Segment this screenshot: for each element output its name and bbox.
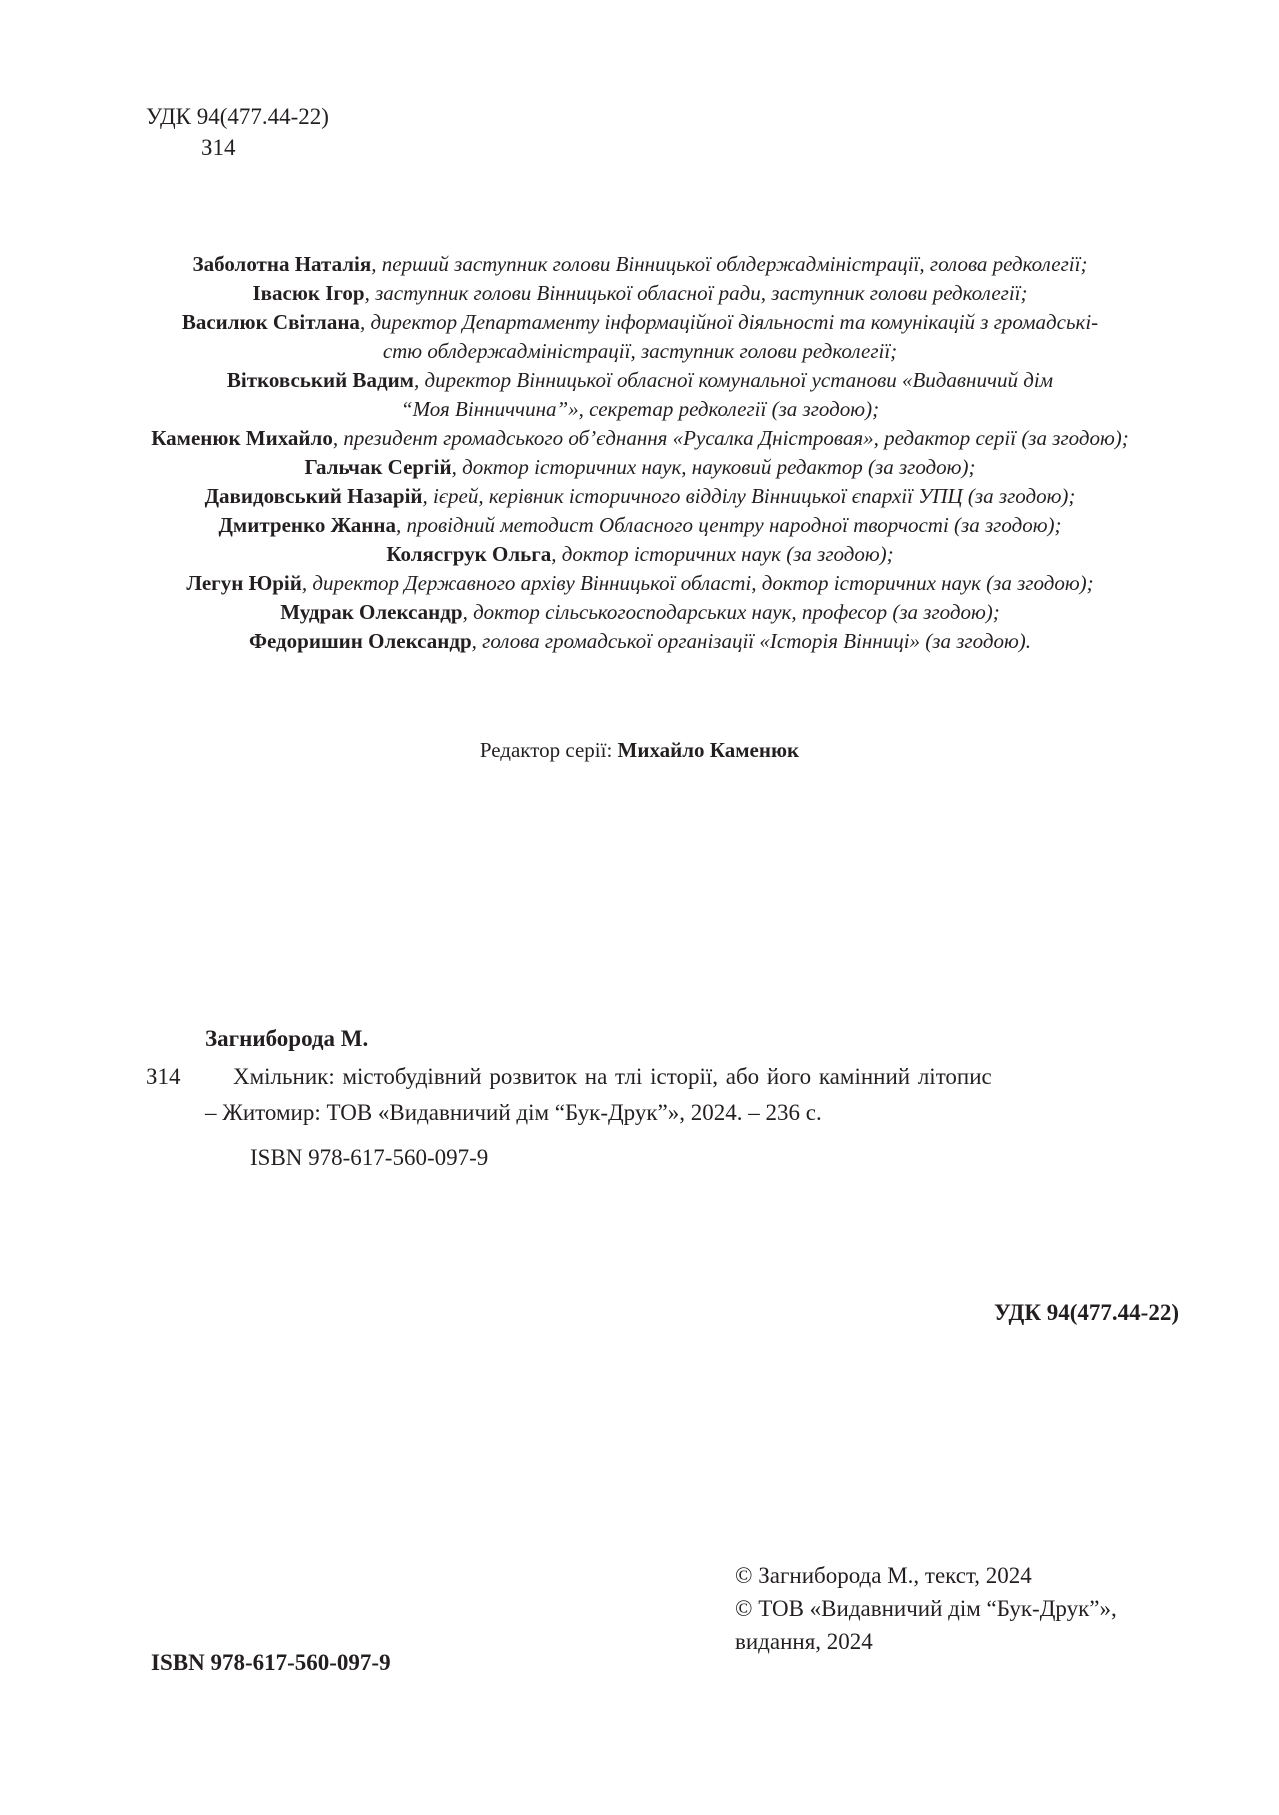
board-member-continuation [100,395,1180,424]
member-name: Колясгрук Ольга [386,542,552,566]
board-member [100,511,1180,540]
member-role: , президент громадського об’єднання «Русалка Дністровая», редактор серії (за згодою); [332,426,1129,450]
member-role: , заступник голови Вінницької обласної ради, заступник голови редколегії; [364,281,1028,305]
board-member [100,482,1180,511]
board-member [100,569,1180,598]
member-role: , доктор історичних наук, науковий редактор (за згодою); [451,455,976,479]
board-member [100,250,1180,279]
series-editor-name: Михайло Каменюк [617,738,800,762]
member-name: Федоришин Олександр [248,629,472,653]
board-member [100,598,1180,627]
bib-isbn: ISBN 978-617-560-097-9 [250,1145,489,1170]
udk-footer: УДК 94(477.44-22) [993,1300,1179,1325]
member-role: , перший заступник голови Вінницької облдержадміністрації, голова редколегії; [371,252,1088,276]
member-name: Вітковський Вадим [226,368,414,392]
member-name: Давидовський Назарій [204,484,423,508]
member-name: Заболотна Наталія [192,252,372,276]
member-name: Івасюк Ігор [252,281,365,305]
board-member [100,308,1180,337]
bib-author: Загниборода М. [205,1026,369,1051]
isbn-footer: ISBN 978-617-560-097-9 [151,1650,391,1675]
member-name: Мудрак Олександр [280,600,463,624]
copyright-block [735,1559,1117,1658]
board-member-continuation [100,337,1180,366]
bib-publisher-line: – Житомир: ТОВ «Видавничий дім “Бук-Друк”», 2024. – 236 с. [205,1100,822,1125]
member-name: Василюк Світлана [181,310,360,334]
series-editor-label: Редактор серії: [479,738,618,762]
bib-title-line: Хмільник: містобудівний розвиток на тлі історії, або його камінний літопис [233,1064,992,1089]
member-name: Каменюк Михайло [151,426,333,450]
board-member [100,627,1180,656]
member-role: , доктор сільськогосподарських наук, професор (за згодою); [462,600,1000,624]
member-role: , провідний методист Обласного центру народної творчості (за згодою); [396,513,1062,537]
board-member [100,453,1180,482]
member-name: Дмитренко Жанна [218,513,397,537]
board-member [100,366,1180,395]
editorial-board [100,250,1180,656]
bib-code: З14 [146,1064,181,1089]
member-name: Гальчак Сергій [304,455,452,479]
member-role: , голова громадської організації «Історія Вінниці» (за згодою). [471,629,1032,653]
member-role: , доктор історичних наук (за згодою); [551,542,894,566]
member-role: , директор Вінницької обласної комунальної установи «Видавничий дім [413,368,1054,392]
member-role: , директор Державного архіву Вінницької області, доктор історичних наук (за згодою); [301,571,1094,595]
board-member [100,279,1180,308]
series-editor [0,738,1279,763]
copyright-line: © Загниборода М., текст, 2024 [735,1563,1032,1588]
classification-code: З14 [201,135,236,160]
member-role: стю облдержадміністрації, заступник голови редколегії; [382,339,898,363]
member-role: , директор Департаменту інформаційної діяльності та комунікацій з громадськi- [359,310,1099,334]
board-member [100,424,1180,453]
member-role: “Моя Вінниччина”», секретар редколегії (за згодою); [400,397,880,421]
udk-header: УДК 94(477.44-22) [146,104,329,129]
member-name: Легун Юрій [186,571,302,595]
copyright-line: видання, 2024 [735,1629,873,1654]
board-member [100,540,1180,569]
copyright-line: © ТОВ «Видавничий дім “Бук-Друк”», [735,1596,1117,1621]
member-role: , ієрей, керівник історичного відділу Вінницької єпархії УПЦ (за згодою); [422,484,1076,508]
